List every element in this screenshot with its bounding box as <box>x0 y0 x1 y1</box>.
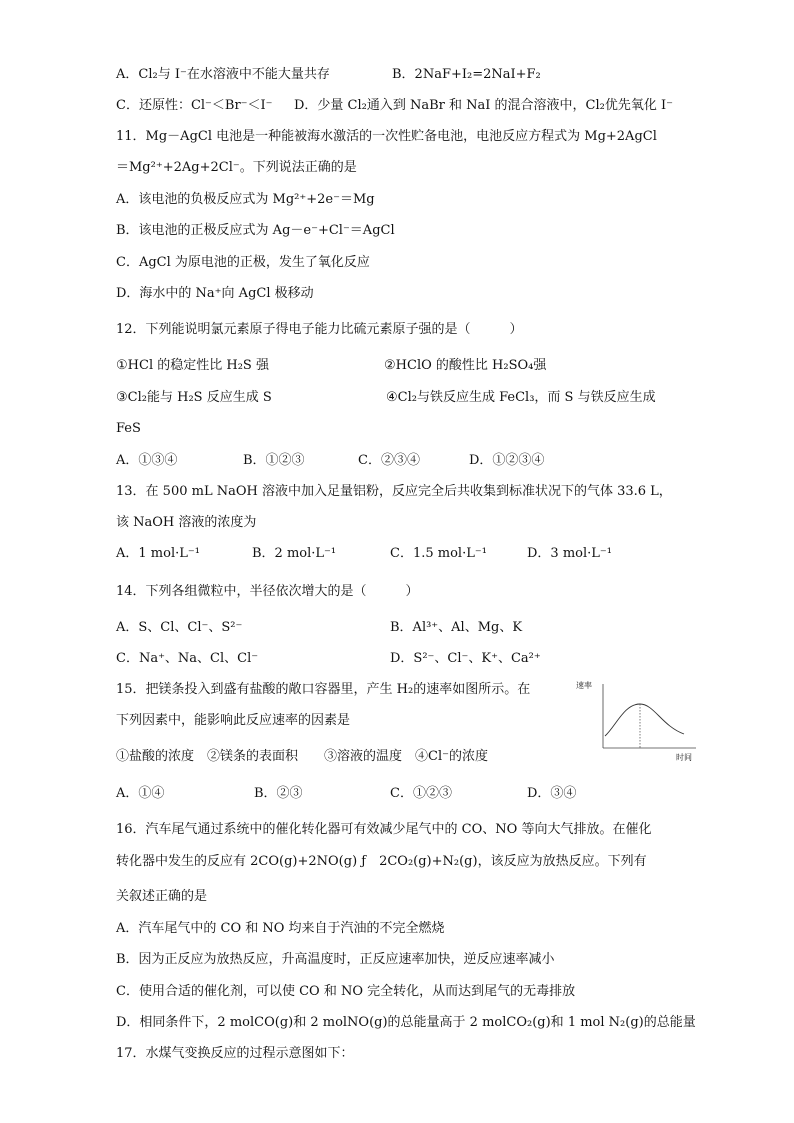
q14-stem: 14．下列各组微粒中，半径依次增大的是（ ） <box>116 584 419 599</box>
q14-option-a: A．S、Cl、Cl⁻、S²⁻ <box>116 620 243 635</box>
q11-stem-line1: 11．Mg－AgCl 电池是一种能被海水激活的一次性贮备电池，电池反应方程式为 Mg+2AgCl <box>116 129 657 144</box>
q10-option-b: B．2NaF+I₂=2NaI+F₂ <box>392 67 541 82</box>
q11-stem-line2: ＝Mg²⁺+2Ag+2Cl⁻。下列说法正确的是 <box>116 160 357 175</box>
graph-y-label: 速率 <box>576 681 592 690</box>
q16-option-a: A．汽车尾气中的 CO 和 NO 均来自于汽油的不完全燃烧 <box>116 921 445 936</box>
q13-stem-line1: 13．在 500 mL NaOH 溶液中加入足量铝粉，反应完全后共收集到标准状况下的气体 33.6 L， <box>116 484 672 499</box>
q12-statement-2: ②HClO 的酸性比 H₂SO₄强 <box>384 358 547 373</box>
q15-factors: ①盐酸的浓度 ②镁条的表面积 ③溶液的温度 ④Cl⁻的浓度 <box>116 749 488 764</box>
q12-option-c: C．②③④ <box>358 453 420 468</box>
q11-option-d: D．海水中的 Na⁺向 AgCl 极移动 <box>116 286 314 301</box>
q15-stem-line1: 15．把镁条投入到盛有盐酸的敞口容器里，产生 H₂的速率如图所示。在 <box>116 682 531 697</box>
q12-option-b: B．①②③ <box>243 453 305 468</box>
q16-stem-line1: 16．汽车尾气通过系统中的催化转化器可有效减少尾气中的 CO、NO 等向大气排放。在催化 <box>116 822 652 837</box>
q11-option-b: B．该电池的正极反应式为 Ag－e⁻+Cl⁻＝AgCl <box>116 223 395 238</box>
q16-stem-line2: 转化器中发生的反应有 2CO(g)+2NO(g) ƒ 2CO₂(g)+N₂(g)，该反应为放热反应。下列有 <box>116 854 647 869</box>
q15-option-a: A．①④ <box>116 786 165 801</box>
q11-option-a: A．该电池的负极反应式为 Mg²⁺+2e⁻＝Mg <box>116 192 375 207</box>
q16-stem-line3: 关叙述正确的是 <box>116 889 208 904</box>
q12-option-d: D．①②③④ <box>469 453 545 468</box>
q13-option-a: A．1 mol·L⁻¹ <box>116 546 200 561</box>
q15-option-c: C．①②③ <box>390 786 452 801</box>
q11-option-c: C．AgCl 为原电池的正极，发生了氧化反应 <box>116 255 370 270</box>
q15-option-d: D．③④ <box>527 786 577 801</box>
q10-option-c: C．还原性：Cl⁻＜Br⁻＜I⁻ <box>116 98 273 113</box>
q15-option-b: B．②③ <box>254 786 303 801</box>
graph-x-label: 时间 <box>676 753 692 762</box>
q12-option-a: A．①③④ <box>116 453 178 468</box>
q14-option-c: C．Na⁺、Na、Cl、Cl⁻ <box>116 651 259 666</box>
q13-option-b: B．2 mol·L⁻¹ <box>252 546 337 561</box>
q14-option-d: D．S²⁻、Cl⁻、K⁺、Ca²⁺ <box>390 651 541 666</box>
q12-statement-4-cont: FeS <box>116 421 141 436</box>
rate-time-graph <box>576 676 700 764</box>
q16-option-c: C．使用合适的催化剂，可以使 CO 和 NO 完全转化，从而达到尾气的无毒排放 <box>116 984 576 999</box>
q10-option-a: A．Cl₂与 I⁻在水溶液中不能大量共存 <box>116 67 330 82</box>
q16-option-b: B．因为正反应为放热反应，升高温度时，正反应速率加快，逆反应速率减小 <box>116 952 555 967</box>
q12-statement-3: ③Cl₂能与 H₂S 反应生成 S <box>116 390 272 405</box>
q12-statement-4: ④Cl₂与铁反应生成 FeCl₃，而 S 与铁反应生成 <box>386 390 656 405</box>
q14-option-b: B．Al³⁺、Al、Mg、K <box>390 620 523 635</box>
q13-stem-line2: 该 NaOH 溶液的浓度为 <box>116 515 257 530</box>
q13-option-d: D．3 mol·L⁻¹ <box>527 546 612 561</box>
q16-option-d: D．相同条件下，2 molCO(g)和 2 molNO(g)的总能量高于 2 molCO₂(g)和 1 mol N₂(g)的总能量 <box>116 1015 696 1030</box>
q13-option-c: C．1.5 mol·L⁻¹ <box>390 546 487 561</box>
q15-stem-line2: 下列因素中，能影响此反应速率的因素是 <box>116 713 351 728</box>
q12-statement-1: ①HCl 的稳定性比 H₂S 强 <box>116 358 269 373</box>
q17-stem: 17．水煤气变换反应的过程示意图如下： <box>116 1046 354 1061</box>
q12-stem: 12．下列能说明氯元素原子得电子能力比硫元素原子强的是（ ） <box>116 322 523 337</box>
q10-option-d: D．少量 Cl₂通入到 NaBr 和 NaI 的混合溶液中，Cl₂优先氧化 I⁻ <box>294 98 673 113</box>
rate-curve <box>605 704 684 736</box>
